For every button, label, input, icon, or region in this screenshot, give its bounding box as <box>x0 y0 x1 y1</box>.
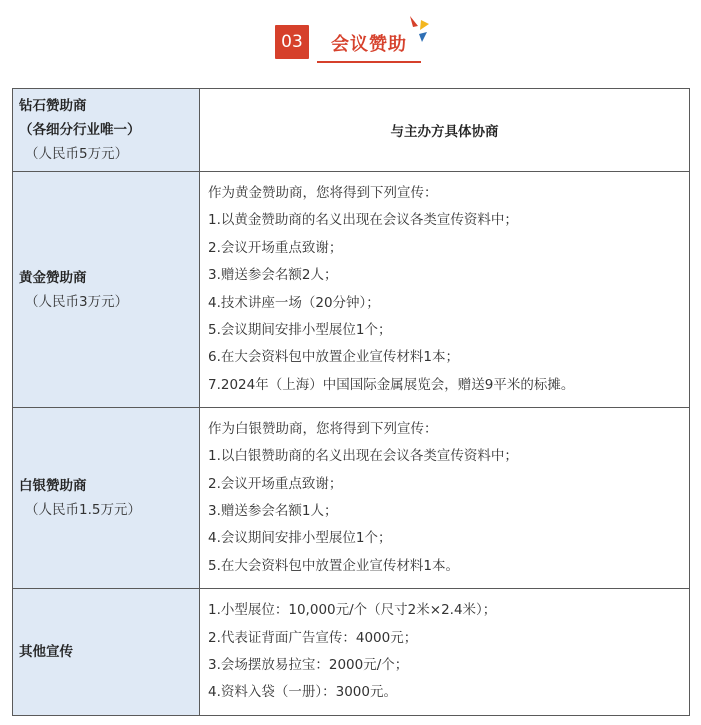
tier-price: （人民币5万元） <box>25 146 129 162</box>
list-item: 5.在大会资料包中放置企业宣传材料1本。 <box>208 557 459 574</box>
table-row <box>13 89 690 172</box>
tier-cell <box>13 89 200 172</box>
sponsorship-table <box>12 88 690 716</box>
tier-name: 其他宣传 <box>19 644 73 660</box>
tier-note: （各细分行业唯一） <box>19 122 141 138</box>
list-item: 4.会议期间安排小型展位1个； <box>208 530 392 547</box>
tier-cell <box>13 172 200 408</box>
section-title-box <box>317 25 421 63</box>
tier-price: （人民币1.5万元） <box>25 502 141 518</box>
section-number-badge: 03 <box>275 25 309 59</box>
list-item: 3.会场摆放易拉宝：2000元/个； <box>208 657 409 673</box>
list-item: 2.会议开场重点致谢； <box>208 239 343 256</box>
content-header: 与主办方具体协商 <box>390 124 499 140</box>
list-item: 4.资料入袋（一册）：3000元。 <box>208 684 397 701</box>
tier-cell <box>13 589 200 716</box>
list-item: 4.技术讲座一场（20分钟）； <box>208 294 380 311</box>
section-header <box>275 14 435 64</box>
section-title: 会议赞助 <box>331 34 407 55</box>
list-item: 1.以白银赞助商的名义出现在会议各类宣传资料中； <box>208 448 518 465</box>
list-item: 7.2024年（上海）中国国际金属展览会，赠送9平米的标摊。 <box>208 376 575 393</box>
tier-name: 白银赞助商 <box>19 478 87 494</box>
table-row <box>13 408 690 589</box>
list-item: 1.以黄金赞助商的名义出现在会议各类宣传资料中； <box>208 212 518 229</box>
list-item: 3.赠送参会名额2人； <box>208 267 338 284</box>
decorative-corner-icon <box>407 14 431 44</box>
list-item: 作为白银赞助商，您将得到下列宣传： <box>208 420 438 437</box>
tier-name: 钻石赞助商 <box>19 98 87 114</box>
list-item: 2.会议开场重点致谢； <box>208 475 343 492</box>
list-item: 1.小型展位：10,000元/个（尺寸2米×2.4米）； <box>208 602 497 619</box>
table-row <box>13 172 690 408</box>
content-cell <box>200 89 690 172</box>
content-cell <box>200 589 690 716</box>
tier-name: 黄金赞助商 <box>19 269 87 286</box>
list-item: 3.赠送参会名额1人； <box>208 503 338 519</box>
content-cell <box>200 408 690 589</box>
list-item: 2.代表证背面广告宣传：4000元； <box>208 629 418 646</box>
content-cell <box>200 172 690 408</box>
list-item: 6.在大会资料包中放置企业宣传材料1本； <box>208 349 459 366</box>
tier-cell <box>13 408 200 589</box>
list-item: 5.会议期间安排小型展位1个； <box>208 321 392 338</box>
tier-price: （人民币3万元） <box>25 293 129 310</box>
table-row <box>13 589 690 716</box>
list-item: 作为黄金赞助商，您将得到下列宣传： <box>208 184 438 201</box>
